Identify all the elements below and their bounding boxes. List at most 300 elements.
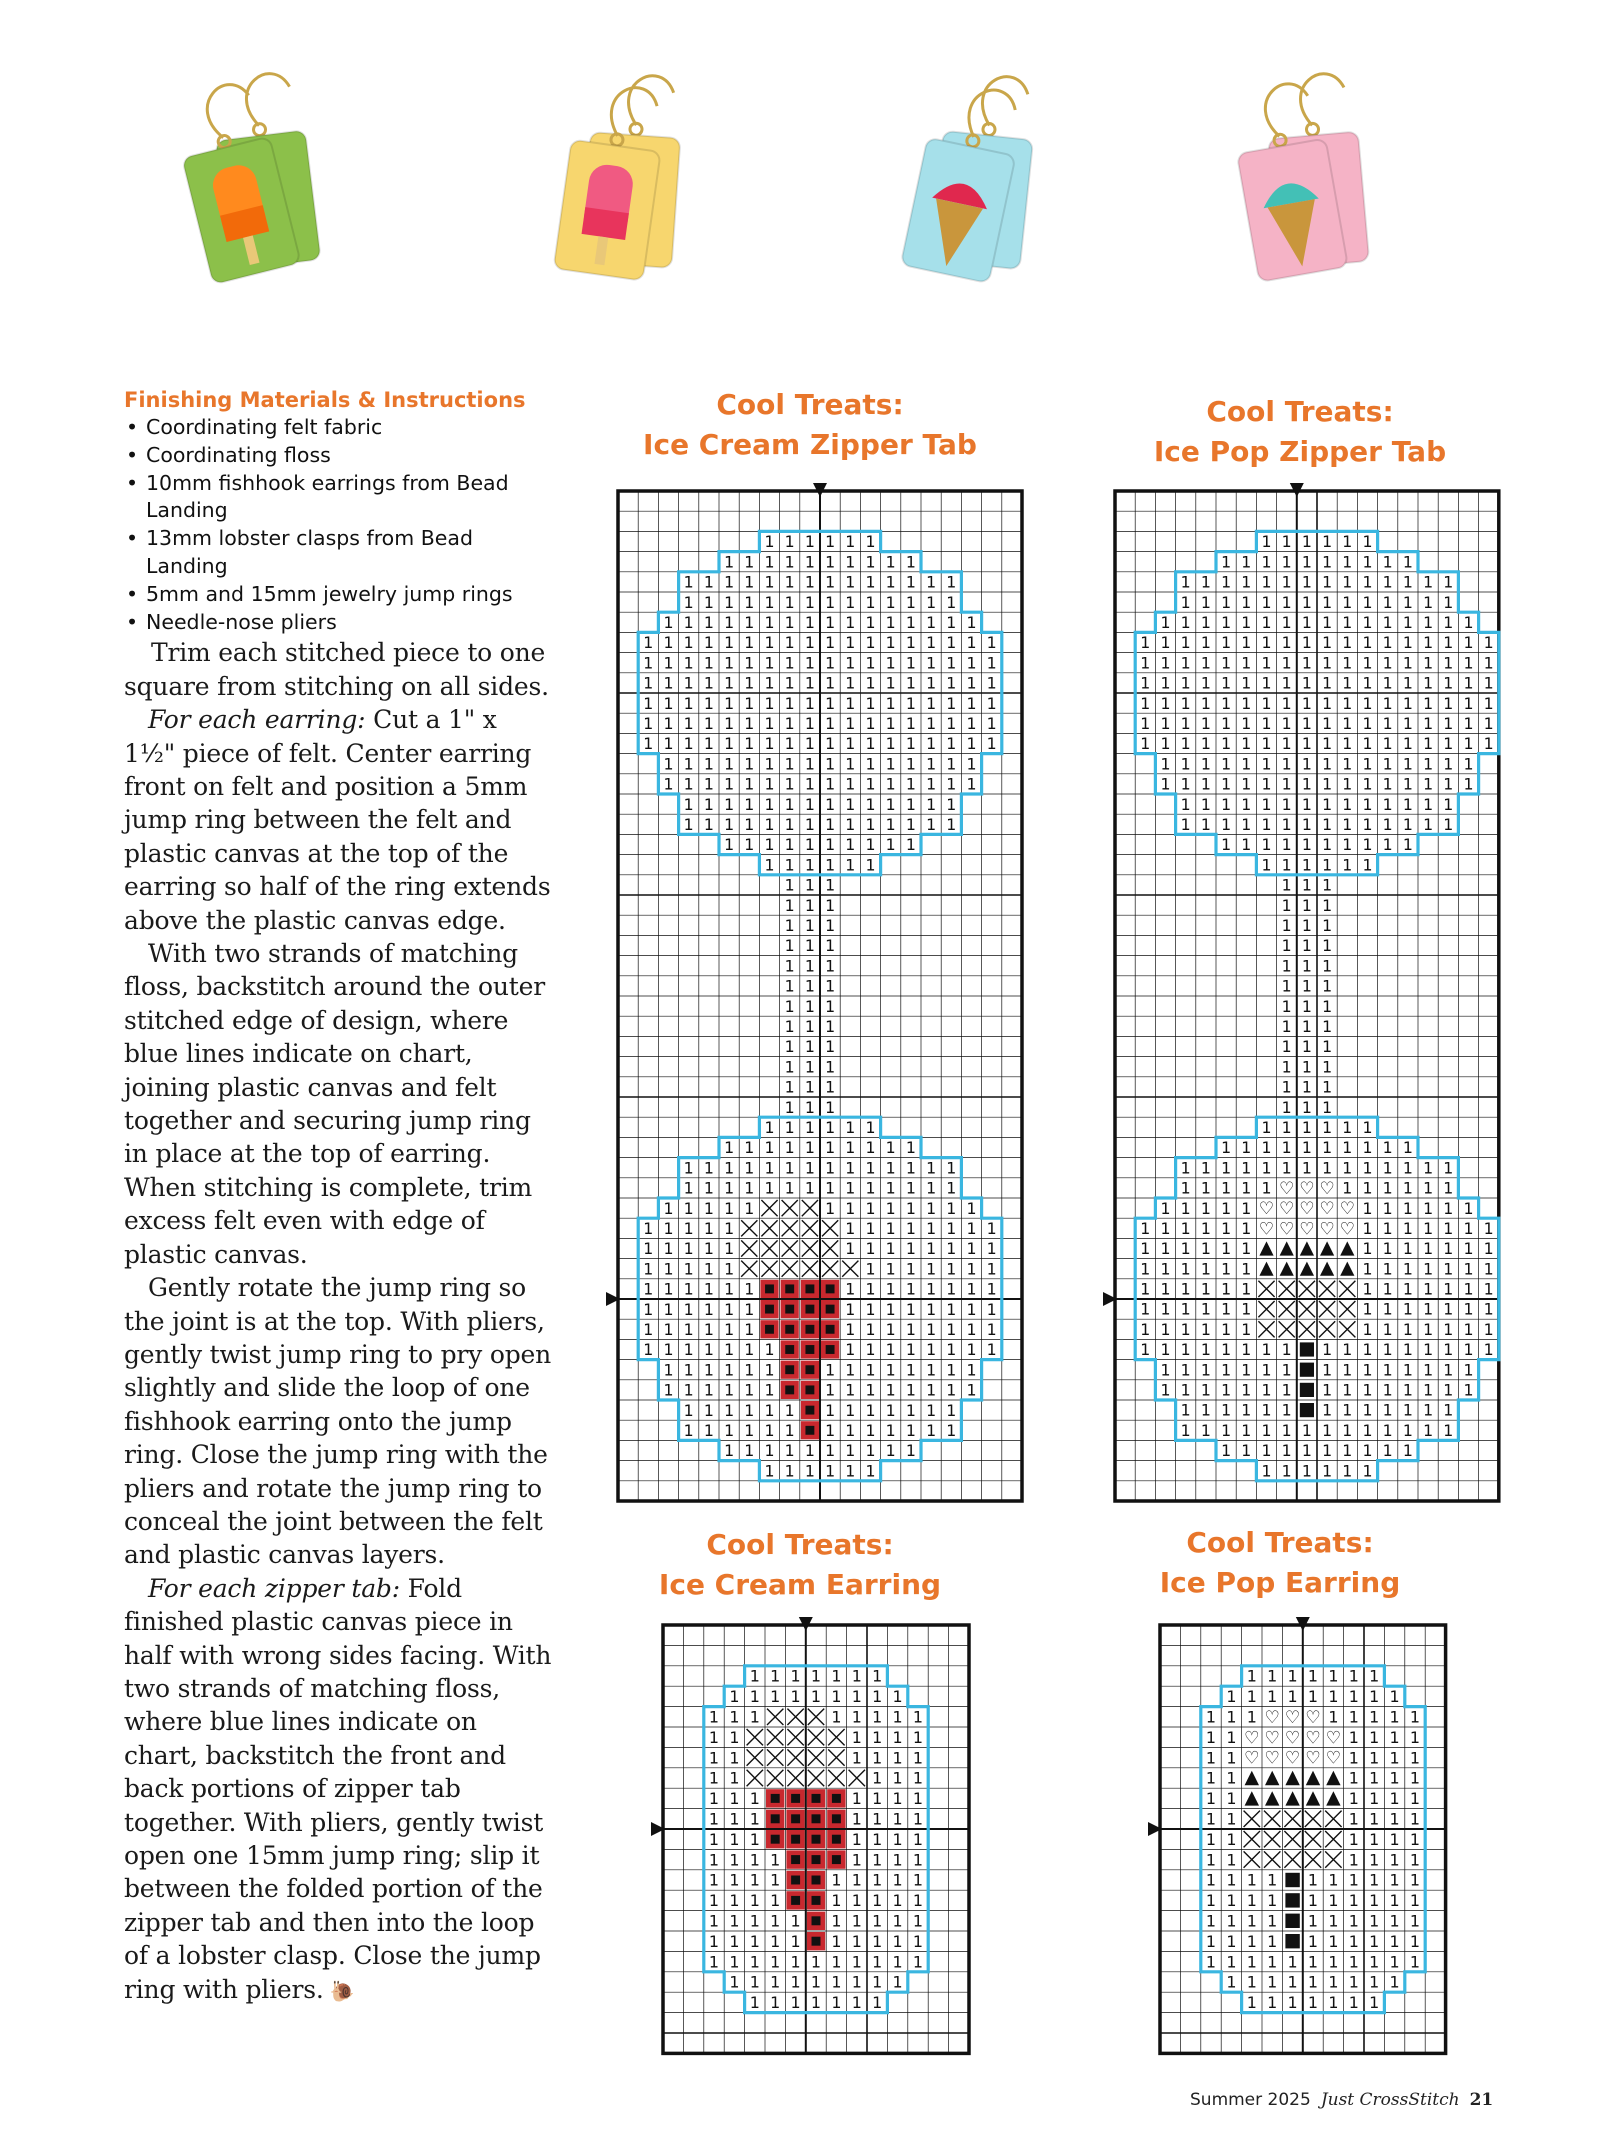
stitch-symbol: 1 [905, 1198, 916, 1218]
stitch-symbol: 1 [1180, 1400, 1191, 1420]
jump-ring-icon [1306, 123, 1319, 136]
stitch-symbol: 1 [1342, 855, 1353, 875]
stitch-symbol: 1 [1369, 1748, 1380, 1768]
ice-pop-tab-title-line1: Cool Treats: [1206, 395, 1394, 428]
stitch-symbol: 1 [784, 552, 795, 572]
stitch-symbol: 1 [831, 1972, 842, 1992]
stitch-symbol: 1 [1402, 713, 1413, 733]
stitch-symbol: 1 [1160, 693, 1171, 713]
stitch-symbol: 1 [1369, 1829, 1380, 1849]
stitch-symbol: 1 [703, 633, 714, 653]
stitch-symbol: 1 [764, 1400, 775, 1420]
stitch-symbol: 1 [764, 774, 775, 794]
stitch-symbol: 1 [804, 976, 815, 996]
cone-square-symbol [785, 1305, 794, 1314]
stitch-symbol: 1 [1241, 1218, 1252, 1238]
stitch-symbol: 1 [851, 1850, 862, 1870]
stitch-symbol: 1 [1160, 713, 1171, 733]
stitch-symbol: 1 [986, 1259, 997, 1279]
ice-cream-earring-title-line2: Ice Cream Earring [658, 1568, 942, 1601]
stitch-symbol: 1 [865, 835, 876, 855]
stitch-symbol: 1 [825, 956, 836, 976]
stitch-symbol: 1 [703, 1360, 714, 1380]
stitch-symbol: 1 [724, 1380, 735, 1400]
stitch-symbol: 1 [804, 915, 815, 935]
stitch-symbol: 1 [825, 915, 836, 935]
stitch-symbol: 1 [1322, 693, 1333, 713]
stitch-symbol: 1 [1200, 612, 1211, 632]
stitch-symbol: 1 [1267, 1931, 1278, 1951]
stitch-symbol: 1 [1402, 693, 1413, 713]
stitch-symbol: 1 [946, 1198, 957, 1218]
stitch-symbol: 1 [1382, 1441, 1393, 1461]
stitch-symbol: 1 [724, 673, 735, 693]
stitch-symbol: 1 [1221, 612, 1232, 632]
cone-square-symbol [812, 1896, 821, 1905]
stitch-symbol: 1 [1200, 1299, 1211, 1319]
stitch-symbol: 1 [1389, 1789, 1400, 1809]
stitch-symbol: 1 [663, 693, 674, 713]
stitch-symbol: 1 [1348, 1666, 1359, 1686]
stitch-symbol: 1 [825, 693, 836, 713]
stitch-symbol: 1 [663, 1299, 674, 1319]
stitch-symbol: 1 [1369, 1972, 1380, 1992]
stitch-symbol: 1 [784, 612, 795, 632]
materials-item: • Needle-nose pliers [124, 609, 554, 637]
stitch-symbol: 1 [905, 1441, 916, 1461]
cone-square-symbol [785, 1284, 794, 1293]
stitch-symbol: 1 [663, 612, 674, 632]
stitch-symbol: 1 [1423, 1259, 1434, 1279]
stitch-symbol: 1 [1423, 1198, 1434, 1218]
stitch-symbol: 1 [683, 1420, 694, 1440]
stitch-symbol: 1 [744, 713, 755, 733]
stitch-symbol: 1 [1443, 1340, 1454, 1360]
stitch-symbol: 1 [926, 1299, 937, 1319]
stitch-symbol: 1 [804, 532, 815, 552]
stitch-symbol: 1 [872, 1870, 883, 1890]
stitch-symbol: 1 [1200, 653, 1211, 673]
ice-pop-earring-title [1100, 1523, 1460, 1603]
stitch-symbol: 1 [1389, 1911, 1400, 1931]
stitch-symbol: 1 [865, 814, 876, 834]
stitch-symbol: 1 [1322, 552, 1333, 572]
stitch-symbol: 1 [946, 1400, 957, 1420]
stitch-symbol: 1 [1281, 1461, 1292, 1481]
cone-square-symbol [805, 1284, 814, 1293]
stitch-symbol: 1 [865, 1138, 876, 1158]
stitch-symbol: 1 [845, 1239, 856, 1259]
stitch-symbol: 1 [784, 1037, 795, 1057]
stitch-symbol: 1 [770, 1891, 781, 1911]
stitch-symbol: 1 [1200, 693, 1211, 713]
stitch-symbol: 1 [790, 1972, 801, 1992]
stitch-symbol: 1 [1180, 693, 1191, 713]
stitch-symbol: 1 [845, 1138, 856, 1158]
stitch-symbol: 1 [703, 814, 714, 834]
stitch-symbol: 1 [764, 612, 775, 632]
stitch-symbol: 1 [885, 1279, 896, 1299]
stitch-symbol: 1 [1389, 1829, 1400, 1849]
stitch-symbol: 1 [683, 653, 694, 673]
stitch-symbol: 1 [1382, 1340, 1393, 1360]
cone-square-symbol [812, 1794, 821, 1803]
stitch-symbol: 1 [865, 592, 876, 612]
stitch-symbol: 1 [1423, 592, 1434, 612]
stitch-symbol: 1 [905, 1239, 916, 1259]
stitch-symbol: 1 [1281, 693, 1292, 713]
stitch-symbol: 1 [1389, 1870, 1400, 1890]
stitch-symbol: 1 [865, 572, 876, 592]
stitch-symbol: 1 [946, 754, 957, 774]
stitch-symbol: 1 [1423, 673, 1434, 693]
stitch-symbol: 1 [1205, 1707, 1217, 1727]
stitch-symbol: 1 [966, 1319, 977, 1339]
stitch-symbol: 1 [810, 1666, 822, 1686]
stitch-symbol: 1 [1382, 1299, 1393, 1319]
stitch-symbol: 1 [926, 612, 937, 632]
stitch-symbol: 1 [1307, 1891, 1319, 1911]
stitch-symbol: 1 [729, 1891, 740, 1911]
stitch-symbol: 1 [1322, 956, 1333, 976]
paragraph-backstitch: With two strands of matching floss, backstitch around the outer stitched edge of design, where blue lines indicate on chart, joining plastic canvas and felt together and securing jump ring in place at the top of earring. When stitching is complete, trim excess felt even with edge of plastic canvas. [124, 939, 545, 1269]
stitch-symbol: 1 [1261, 693, 1272, 713]
stitch-symbol: 1 [1160, 612, 1171, 632]
stitch-symbol: 1 [905, 1360, 916, 1380]
stitch-symbol: 1 [845, 552, 856, 572]
heart-symbol: ♡ [1305, 1748, 1321, 1769]
stitch-symbol: 1 [1402, 552, 1413, 572]
stitch-symbol: 1 [703, 1178, 714, 1198]
stitch-symbol: 1 [1246, 1972, 1257, 1992]
stitch-symbol: 1 [764, 592, 775, 612]
stitch-symbol: 1 [1443, 713, 1454, 733]
chart-grid [1145, 1610, 1461, 2068]
stitch-symbol: 1 [784, 1178, 795, 1198]
stitch-symbol: 1 [1221, 1259, 1232, 1279]
stitch-symbol: 1 [885, 572, 896, 592]
ice-cream-zipper-tab-chart [603, 476, 1037, 1516]
stitch-symbol: 1 [1348, 1768, 1359, 1788]
stitch-symbol: 1 [744, 1340, 755, 1360]
stitch-symbol: 1 [790, 1687, 801, 1707]
heart-symbol: ♡ [1319, 1219, 1335, 1240]
stitch-symbol: 1 [825, 996, 836, 1016]
stitch-symbol: 1 [1301, 1057, 1312, 1077]
stitch-symbol: 1 [790, 1911, 801, 1931]
stitch-symbol: 1 [1443, 754, 1454, 774]
stitch-symbol: 1 [1402, 673, 1413, 693]
stitch-symbol: 1 [764, 814, 775, 834]
stitch-symbol: 1 [683, 1319, 694, 1339]
stitch-symbol: 1 [825, 1178, 836, 1198]
stitch-symbol: 1 [1362, 1158, 1373, 1178]
heart-symbol: ♡ [1258, 1219, 1275, 1240]
stitch-symbol: 1 [1221, 1360, 1232, 1380]
stitch-symbol: 1 [1241, 592, 1252, 612]
stitch-symbol: 1 [905, 754, 916, 774]
stitch-symbol: 1 [1443, 1158, 1454, 1178]
stitch-symbol: 1 [1463, 713, 1474, 733]
stitch-symbol: 1 [825, 713, 836, 733]
stitch-symbol: 1 [1443, 1360, 1454, 1380]
stitch-symbol: 1 [1281, 1158, 1292, 1178]
stitch-symbol: 1 [663, 713, 674, 733]
stitch-symbol: 1 [1261, 835, 1272, 855]
ice-pop-zipper-tab-chart [1100, 476, 1514, 1516]
stitch-symbol: 1 [1281, 1077, 1292, 1097]
stitch-symbol: 1 [1382, 633, 1393, 653]
stitch-symbol: 1 [865, 734, 876, 754]
stitch-symbol: 1 [825, 1198, 836, 1218]
stitch-symbol: 1 [1362, 1178, 1373, 1198]
stitch-symbol: 1 [1267, 1666, 1278, 1686]
cone-square-symbol [826, 1284, 835, 1293]
stitch-symbol: 1 [1443, 1279, 1454, 1299]
stitch-symbol: 1 [1423, 1340, 1434, 1360]
stitch-symbol: 1 [1322, 673, 1333, 693]
stitch-symbol: 1 [1180, 794, 1191, 814]
stitch-symbol: 1 [986, 693, 997, 713]
stitch-symbol: 1 [1160, 754, 1171, 774]
stitch-symbol: 1 [1463, 734, 1474, 754]
stitch-symbol: 1 [703, 693, 714, 713]
stitch-symbol: 1 [825, 936, 836, 956]
stitch-symbol: 1 [845, 633, 856, 653]
stitch-symbol: 1 [1241, 1239, 1252, 1259]
stitch-symbol: 1 [1389, 1972, 1400, 1992]
stitch-symbol: 1 [804, 754, 815, 774]
stitch-symbol: 1 [926, 754, 937, 774]
stitch-symbol: 1 [1241, 1279, 1252, 1299]
stitch-symbol: 1 [1307, 1911, 1319, 1931]
stitch-symbol: 1 [865, 1117, 876, 1137]
stitch-symbol: 1 [1267, 1993, 1278, 2013]
stitch-symbol: 1 [804, 794, 815, 814]
stitch-symbol: 1 [1281, 996, 1292, 1016]
stitch-symbol: 1 [1281, 1441, 1292, 1461]
stitch-symbol: 1 [1241, 1360, 1252, 1380]
stitch-symbol: 1 [1221, 1218, 1232, 1238]
stitch-symbol: 1 [825, 1138, 836, 1158]
stitch-symbol: 1 [905, 673, 916, 693]
stitch-symbol: 1 [810, 1993, 822, 2013]
stitch-symbol: 1 [1362, 653, 1373, 673]
stitch-symbol: 1 [865, 754, 876, 774]
stitch-symbol: 1 [1241, 1158, 1252, 1178]
stitch-symbol: 1 [764, 1380, 775, 1400]
stitch-symbol: 1 [1362, 532, 1373, 552]
stitch-symbol: 1 [764, 1158, 775, 1178]
stitch-symbol: 1 [804, 1441, 815, 1461]
stitch-symbol: 1 [804, 572, 815, 592]
stitch-symbol: 1 [1463, 1239, 1474, 1259]
stitch-symbol: 1 [1180, 1420, 1191, 1440]
stitch-symbol: 1 [1463, 673, 1474, 693]
stitch-symbol: 1 [729, 1829, 740, 1849]
heart-symbol: ♡ [1299, 1219, 1315, 1240]
stitch-symbol: 1 [892, 1687, 903, 1707]
heart-symbol: ♡ [1299, 1199, 1315, 1220]
stitch-symbol: 1 [1362, 552, 1373, 572]
photo-pink-ice-pop [530, 55, 770, 315]
stitch-symbol: 1 [892, 1829, 903, 1849]
stitch-symbol: 1 [1382, 794, 1393, 814]
footer-issue: Summer 2025 [1190, 2090, 1311, 2110]
stitch-symbol: 1 [1221, 1178, 1232, 1198]
stitch-symbol: 1 [825, 774, 836, 794]
stitch-symbol: 1 [1423, 713, 1434, 733]
stitch-symbol: 1 [986, 734, 997, 754]
stitch-symbol: 1 [825, 814, 836, 834]
stitch-symbol: 1 [1140, 1239, 1151, 1259]
stitch-symbol: 1 [1241, 1299, 1252, 1319]
stitch-symbol: 1 [1261, 592, 1272, 612]
stitch-symbol: 1 [1267, 1911, 1278, 1931]
stitch-symbol: 1 [744, 754, 755, 774]
stitch-symbol: 1 [865, 1420, 876, 1440]
stitch-symbol: 1 [872, 1911, 883, 1931]
stitch-symbol: 1 [1226, 1809, 1237, 1829]
stitch-symbol: 1 [851, 1911, 862, 1931]
stitch-symbol: 1 [804, 1016, 815, 1036]
materials-item: • 13mm lobster clasps from Bead Landing [124, 525, 554, 581]
stitch-symbol: 1 [845, 532, 856, 552]
stitch-symbol: 1 [1241, 734, 1252, 754]
stitch-symbol: 1 [1261, 673, 1272, 693]
stitch-symbol: 1 [1160, 1340, 1171, 1360]
stitch-symbol: 1 [744, 633, 755, 653]
stitch-symbol: 1 [729, 1789, 740, 1809]
stitch-symbol: 1 [724, 1420, 735, 1440]
stitch-symbol: 1 [1443, 1218, 1454, 1238]
heart-symbol: ♡ [1305, 1728, 1321, 1749]
stitch-symbol: 1 [845, 814, 856, 834]
stitch-symbol: 1 [1261, 552, 1272, 572]
stitch-symbol: 1 [946, 814, 957, 834]
stitch-symbol: 1 [1180, 713, 1191, 733]
stitch-symbol: 1 [1241, 552, 1252, 572]
stitch-symbol: 1 [770, 1972, 781, 1992]
cone-square-symbol [812, 1937, 821, 1946]
stitch-symbol: 1 [1261, 754, 1272, 774]
stitch-symbol: 1 [885, 713, 896, 733]
stitch-symbol: 1 [865, 1198, 876, 1218]
stitch-symbol: 1 [1362, 1360, 1373, 1380]
stitch-symbol: 1 [825, 592, 836, 612]
stitch-symbol: 1 [1342, 1138, 1353, 1158]
stitch-symbol: 1 [1261, 1420, 1272, 1440]
stitch-symbol: 1 [946, 713, 957, 733]
stitch-symbol: 1 [1200, 1360, 1211, 1380]
stitch-symbol: 1 [1261, 1360, 1272, 1380]
heart-symbol: ♡ [1325, 1748, 1342, 1769]
stitch-symbol: 1 [946, 1380, 957, 1400]
cone-square-symbol [832, 1855, 841, 1864]
cone-square-symbol [805, 1345, 814, 1354]
stitch-symbol: 1 [865, 1441, 876, 1461]
stitch-symbol: 1 [784, 754, 795, 774]
stitch-symbol: 1 [825, 855, 836, 875]
stitch-symbol: 1 [1281, 754, 1292, 774]
stitch-symbol: 1 [912, 1952, 924, 1972]
stitch-symbol: 1 [926, 1420, 937, 1440]
stitch-symbol: 1 [663, 1340, 674, 1360]
stitch-symbol: 1 [946, 774, 957, 794]
stitch-symbol: 1 [1221, 592, 1232, 612]
stitch-symbol: 1 [825, 1117, 836, 1137]
stitch-symbol: 1 [926, 673, 937, 693]
stitch-symbol: 1 [825, 572, 836, 592]
photo-red-ice-cream [880, 55, 1120, 315]
stitch-symbol: 1 [1281, 1016, 1292, 1036]
stitch-symbol: 1 [1322, 713, 1333, 733]
stitch-symbol: 1 [892, 1768, 903, 1788]
stitch-symbol: 1 [845, 1117, 856, 1137]
stitch-symbol: 1 [872, 1727, 883, 1747]
stitch-symbol: 1 [1409, 1809, 1421, 1829]
stitch-symbol: 1 [1261, 814, 1272, 834]
cone-square-symbol [805, 1385, 814, 1394]
materials-item: • 10mm fishhook earrings from Bead Landing [124, 470, 554, 526]
stitch-symbol: 1 [845, 794, 856, 814]
stitch-symbol: 1 [729, 1911, 740, 1931]
stitch-symbol: 1 [1342, 713, 1353, 733]
stitch-symbol: 1 [986, 633, 997, 653]
stitch-symbol: 1 [905, 794, 916, 814]
stitch-symbol: 1 [1369, 1870, 1380, 1890]
stitch-symbol: 1 [663, 1319, 674, 1339]
stitch-symbol: 1 [1423, 794, 1434, 814]
stitch-symbol: 1 [825, 1380, 836, 1400]
stitch-symbol: 1 [1402, 1138, 1413, 1158]
stitch-symbol: 1 [865, 612, 876, 632]
stitch-symbol: 1 [724, 1360, 735, 1380]
stitch-symbol: 1 [1301, 653, 1312, 673]
stitch-symbol: 1 [683, 592, 694, 612]
chart-grid [603, 476, 1037, 1516]
stitch-symbol: 1 [724, 1158, 735, 1178]
stitch-symbol: 1 [885, 1239, 896, 1259]
earring-photo [1220, 55, 1460, 315]
stitch-symbol: 1 [986, 1239, 997, 1259]
stitch-symbol: 1 [892, 1850, 903, 1870]
stitch-symbol: 1 [1423, 734, 1434, 754]
stitch-symbol: 1 [1342, 673, 1353, 693]
cone-square-symbol [791, 1855, 800, 1864]
stitch-symbol: 1 [966, 1259, 977, 1279]
stitch-symbol: 1 [885, 754, 896, 774]
cone-square-symbol [765, 1284, 774, 1293]
stitch-symbol: 1 [1287, 1687, 1298, 1707]
stitch-symbol: 1 [1369, 1931, 1380, 1951]
stitch-symbol: 1 [1221, 814, 1232, 834]
stitch-symbol: 1 [784, 572, 795, 592]
stitch-symbol: 1 [892, 1748, 903, 1768]
heart-symbol: ♡ [1244, 1728, 1260, 1749]
stitch-symbol: 1 [1382, 754, 1393, 774]
stitch-symbol: 1 [946, 734, 957, 754]
stitch-symbol: 1 [905, 774, 916, 794]
stitch-symbol: 1 [1463, 1198, 1474, 1218]
stitch-symbol: 1 [1322, 754, 1333, 774]
stitch-symbol: 1 [1483, 1340, 1494, 1360]
stitch-symbol: 1 [865, 1279, 876, 1299]
stitch-symbol: 1 [1342, 1178, 1353, 1198]
stitch-symbol: 1 [1382, 1138, 1393, 1158]
stitch-symbol: 1 [1200, 1279, 1211, 1299]
stitch-symbol: 1 [1301, 592, 1312, 612]
